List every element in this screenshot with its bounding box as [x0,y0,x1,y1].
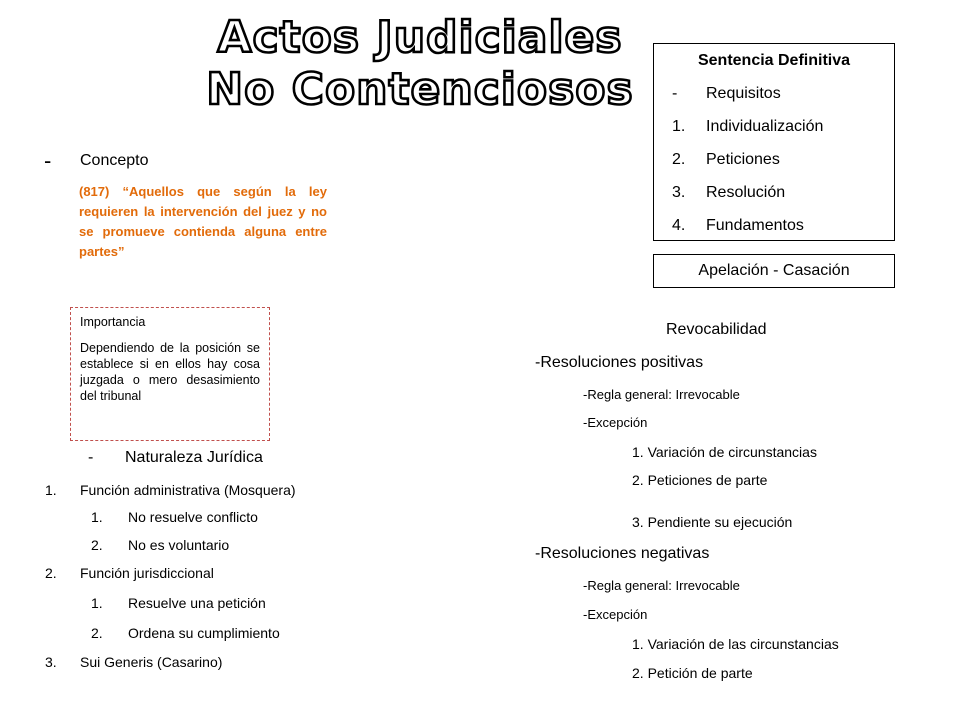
naturaleza-marker: 2. [91,625,103,641]
item-text: Individualización [706,118,824,135]
importancia-body: Dependiendo de la posición se establece si en ellos hay cosa juzgada o mero desasimiento del tribunal [80,341,260,403]
title-line-2: No Contenciosos [206,64,634,115]
page-title [150,12,690,116]
naturaleza-item: No es voluntario [128,537,230,553]
negativas-excepcion: -Excepción [583,607,648,622]
naturaleza-marker: 1. [45,482,57,498]
naturaleza-item: Sui Generis (Casarino) [80,654,223,670]
revocabilidad-heading: Revocabilidad [666,321,767,338]
naturaleza-marker: 1. [91,509,103,525]
positivas-item: 3. Pendiente su ejecución [632,514,793,530]
apelacion-box: Apelación - Casación [653,254,895,288]
item-marker: 4. [672,217,686,234]
item-text: Fundamentos [706,217,804,234]
title-line-1: Actos Judiciales [217,12,623,63]
sentencia-box [653,43,895,241]
item-marker: 2. [672,151,686,168]
positivas-regla: -Regla general: Irrevocable [583,387,740,402]
naturaleza-marker: 2. [91,537,103,553]
item-text: Requisitos [706,85,781,102]
item-marker: 3. [672,184,686,201]
item-marker: 1. [672,118,686,135]
item-marker: - [672,85,678,102]
positivas-item: 2. Peticiones de parte [632,472,768,488]
naturaleza-item: No resuelve conflicto [128,509,258,525]
importancia-content [80,314,260,404]
naturaleza-marker: 2. [45,565,57,581]
negativas-item: 1. Variación de las circunstancias [632,636,839,652]
naturaleza-item: Función administrativa (Mosquera) [80,482,296,498]
sentencia-item [672,118,823,136]
sentencia-item [672,184,785,202]
item-text: Peticiones [706,151,780,168]
item-text: Resolución [706,184,786,201]
concepto-label: Concepto [80,152,149,169]
sentencia-item [672,85,781,103]
positivas-label: -Resoluciones positivas [535,354,704,371]
naturaleza-item: Ordena su cumplimiento [128,625,280,641]
naturaleza-marker: 1. [91,595,103,611]
naturaleza-marker: 3. [45,654,57,670]
negativas-label: -Resoluciones negativas [535,545,710,562]
negativas-regla: -Regla general: Irrevocable [583,578,740,593]
naturaleza-item: Función jurisdiccional [80,565,214,581]
naturaleza-dash: - [88,449,94,466]
sentencia-heading: Sentencia Definitiva [697,52,851,69]
positivas-item: 1. Variación de circunstancias [632,444,817,460]
positivas-excepcion: -Excepción [583,415,648,430]
concepto-dash: - [44,148,52,173]
naturaleza-item: Resuelve una petición [128,595,266,611]
concepto-quote: (817) “Aquellos que según la ley requieren la intervención del juez y no se promueve contienda alguna entre partes” [79,184,327,259]
naturaleza-label: Naturaleza Jurídica [125,449,263,466]
sentencia-item [672,151,780,169]
negativas-item: 2. Petición de parte [632,665,753,681]
sentencia-item [672,217,804,235]
importancia-heading: Importancia [80,315,146,329]
